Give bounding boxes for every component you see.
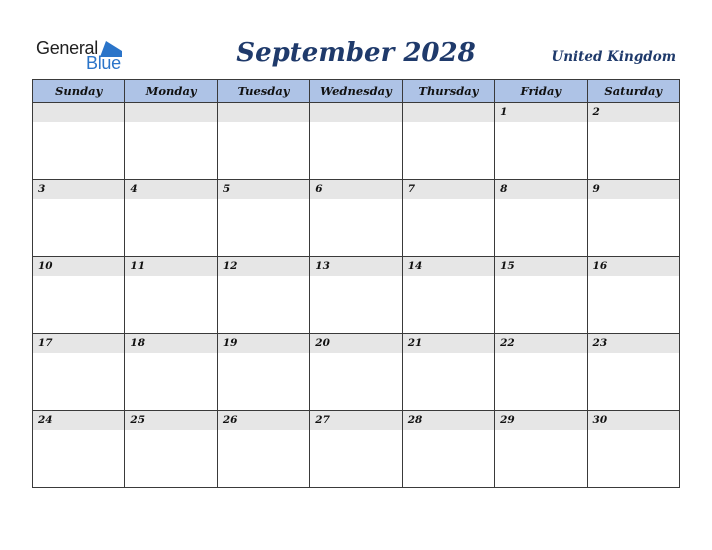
day-number: 17	[38, 337, 53, 349]
weekday-header: Friday	[495, 80, 587, 103]
day-number-strip	[310, 411, 401, 430]
day-cell	[217, 180, 309, 257]
day-number: 7	[407, 183, 415, 195]
day-number-strip	[125, 411, 216, 430]
day-number-strip	[310, 180, 401, 199]
weekday-header: Wednesday	[310, 80, 402, 103]
day-cell	[217, 334, 309, 411]
day-cell	[495, 411, 587, 488]
day-number-strip	[33, 257, 124, 276]
day-number-strip	[33, 103, 124, 122]
day-cell	[402, 180, 494, 257]
day-cell	[495, 334, 587, 411]
day-number-strip	[310, 103, 401, 122]
day-number-strip	[125, 103, 216, 122]
day-cell	[310, 411, 402, 488]
day-number: 10	[38, 260, 53, 272]
day-cell	[125, 180, 217, 257]
day-number: 15	[500, 260, 515, 272]
day-cell	[125, 257, 217, 334]
weekday-header: Sunday	[33, 80, 125, 103]
day-number: 1	[500, 106, 508, 118]
day-number-strip	[218, 334, 309, 353]
day-number: 6	[315, 183, 323, 195]
day-number: 3	[38, 183, 46, 195]
day-number-strip	[588, 180, 679, 199]
day-number: 27	[315, 414, 330, 426]
day-number-strip	[403, 334, 494, 353]
day-number: 30	[592, 414, 608, 426]
day-number: 12	[222, 260, 238, 272]
week-row	[33, 180, 680, 257]
day-cell	[310, 257, 402, 334]
day-cell	[217, 103, 309, 180]
day-cell	[587, 411, 679, 488]
day-cell	[587, 103, 679, 180]
day-cell	[217, 411, 309, 488]
day-number-strip	[588, 411, 679, 430]
day-number: 26	[222, 414, 238, 426]
day-number: 5	[222, 183, 231, 195]
weekday-header: Monday	[125, 80, 217, 103]
day-number: 13	[315, 260, 330, 272]
day-number-strip	[125, 180, 216, 199]
weekday-header: Saturday	[587, 80, 679, 103]
day-number: 19	[222, 337, 238, 349]
day-cell	[33, 180, 125, 257]
day-number: 8	[500, 183, 508, 195]
weekday-header: Thursday	[402, 80, 494, 103]
country-label: United Kingdom	[551, 49, 676, 65]
day-number-strip	[403, 411, 494, 430]
day-number: 21	[407, 337, 423, 349]
day-cell	[587, 334, 679, 411]
day-cell	[587, 180, 679, 257]
day-number: 25	[130, 414, 146, 426]
day-cell	[587, 257, 679, 334]
day-number-strip	[495, 334, 586, 353]
day-cell	[33, 334, 125, 411]
day-number-strip	[310, 334, 401, 353]
week-row	[33, 334, 680, 411]
day-cell	[125, 411, 217, 488]
day-cell	[495, 257, 587, 334]
day-number-strip	[403, 180, 494, 199]
calendar-grid	[32, 79, 680, 488]
day-cell	[495, 103, 587, 180]
day-number: 23	[592, 337, 608, 349]
day-number-strip	[403, 103, 494, 122]
day-cell	[402, 257, 494, 334]
day-number: 18	[130, 337, 146, 349]
day-number-strip	[495, 103, 586, 122]
day-number: 24	[38, 414, 53, 426]
day-number-strip	[403, 257, 494, 276]
day-cell	[33, 103, 125, 180]
day-number: 20	[315, 337, 330, 349]
day-cell	[310, 334, 402, 411]
week-row	[33, 411, 680, 488]
day-number-strip	[495, 257, 586, 276]
day-cell	[495, 180, 587, 257]
day-cell	[33, 257, 125, 334]
day-number: 22	[500, 337, 515, 349]
day-number-strip	[33, 334, 124, 353]
day-cell	[402, 334, 494, 411]
day-number: 28	[407, 414, 423, 426]
day-cell	[402, 411, 494, 488]
day-number-strip	[33, 180, 124, 199]
day-number-strip	[218, 103, 309, 122]
day-number-strip	[588, 334, 679, 353]
logo-text-blue: Blue	[86, 53, 121, 73]
week-row	[33, 257, 680, 334]
day-number: 9	[592, 183, 600, 195]
day-number: 4	[130, 183, 138, 195]
day-number-strip	[310, 257, 401, 276]
day-number: 2	[592, 106, 600, 118]
logo-text-general: General	[36, 38, 98, 58]
day-number-strip	[125, 334, 216, 353]
day-number-strip	[495, 180, 586, 199]
day-cell	[217, 257, 309, 334]
day-cell	[402, 103, 494, 180]
day-number: 14	[407, 260, 423, 272]
day-number: 16	[592, 260, 608, 272]
week-row	[33, 103, 680, 180]
weekday-header-row	[33, 80, 680, 103]
day-number-strip	[218, 180, 309, 199]
day-number: 29	[500, 414, 515, 426]
day-number-strip	[33, 411, 124, 430]
day-number-strip	[588, 257, 679, 276]
day-number-strip	[218, 411, 309, 430]
day-cell	[125, 103, 217, 180]
day-number-strip	[588, 103, 679, 122]
day-number-strip	[125, 257, 216, 276]
weekday-header: Tuesday	[217, 80, 309, 103]
day-cell	[125, 334, 217, 411]
day-number: 11	[130, 260, 146, 272]
day-cell	[310, 103, 402, 180]
day-cell	[33, 411, 125, 488]
calendar-title: September 2028	[236, 38, 476, 68]
day-number-strip	[495, 411, 586, 430]
day-cell	[310, 180, 402, 257]
day-number-strip	[218, 257, 309, 276]
